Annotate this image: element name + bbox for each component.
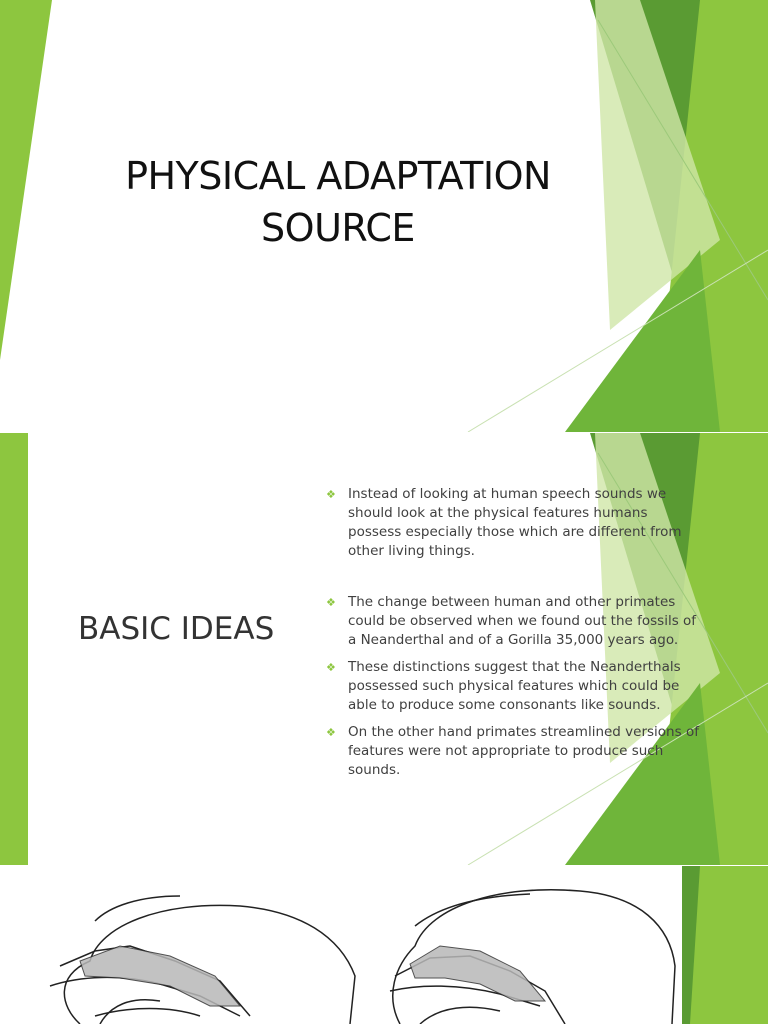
right-green-shape-light xyxy=(690,866,768,1024)
title-line-1: PHYSICAL ADAPTATION xyxy=(125,154,551,198)
diamond-bullet-icon: ❖ xyxy=(326,661,336,674)
bullet-list xyxy=(326,485,704,780)
slide-skull-figures xyxy=(0,866,768,1024)
gorilla-nasal-cavity xyxy=(410,946,545,1001)
bullet-item xyxy=(326,485,704,561)
neanderthal-nasal-cavity xyxy=(80,946,240,1006)
diamond-bullet-icon: ❖ xyxy=(326,488,336,501)
section-heading: BASIC IDEAS xyxy=(78,611,275,647)
bullet-item xyxy=(326,658,704,715)
bullet-text: These distinctions suggest that the Neanderthals possessed such physical features which could be able to produce some consonants like sounds. xyxy=(348,659,681,713)
skull-illustration-panel xyxy=(0,866,682,1024)
bullet-item xyxy=(326,723,704,780)
diamond-bullet-icon: ❖ xyxy=(326,726,336,739)
slide-title-text xyxy=(40,150,636,254)
slide-basic-ideas xyxy=(0,433,768,865)
slide-title xyxy=(0,0,768,432)
bullet-text: The change between human and other primates could be observed when we found out the fossils of a Neanderthal and of a Gorilla 35,000 years ago. xyxy=(348,594,697,648)
bullet-item xyxy=(326,593,704,650)
bullet-text: On the other hand primates streamlined versions of features were not appropriate to produce such sounds. xyxy=(348,724,699,778)
skull-illustrations xyxy=(0,866,682,1024)
diamond-bullet-icon: ❖ xyxy=(326,596,336,609)
bullet-text: Instead of looking at human speech sounds we should look at the physical features humans possess especially those which are different from other living things. xyxy=(348,486,682,559)
title-line-2: SOURCE xyxy=(261,206,415,250)
